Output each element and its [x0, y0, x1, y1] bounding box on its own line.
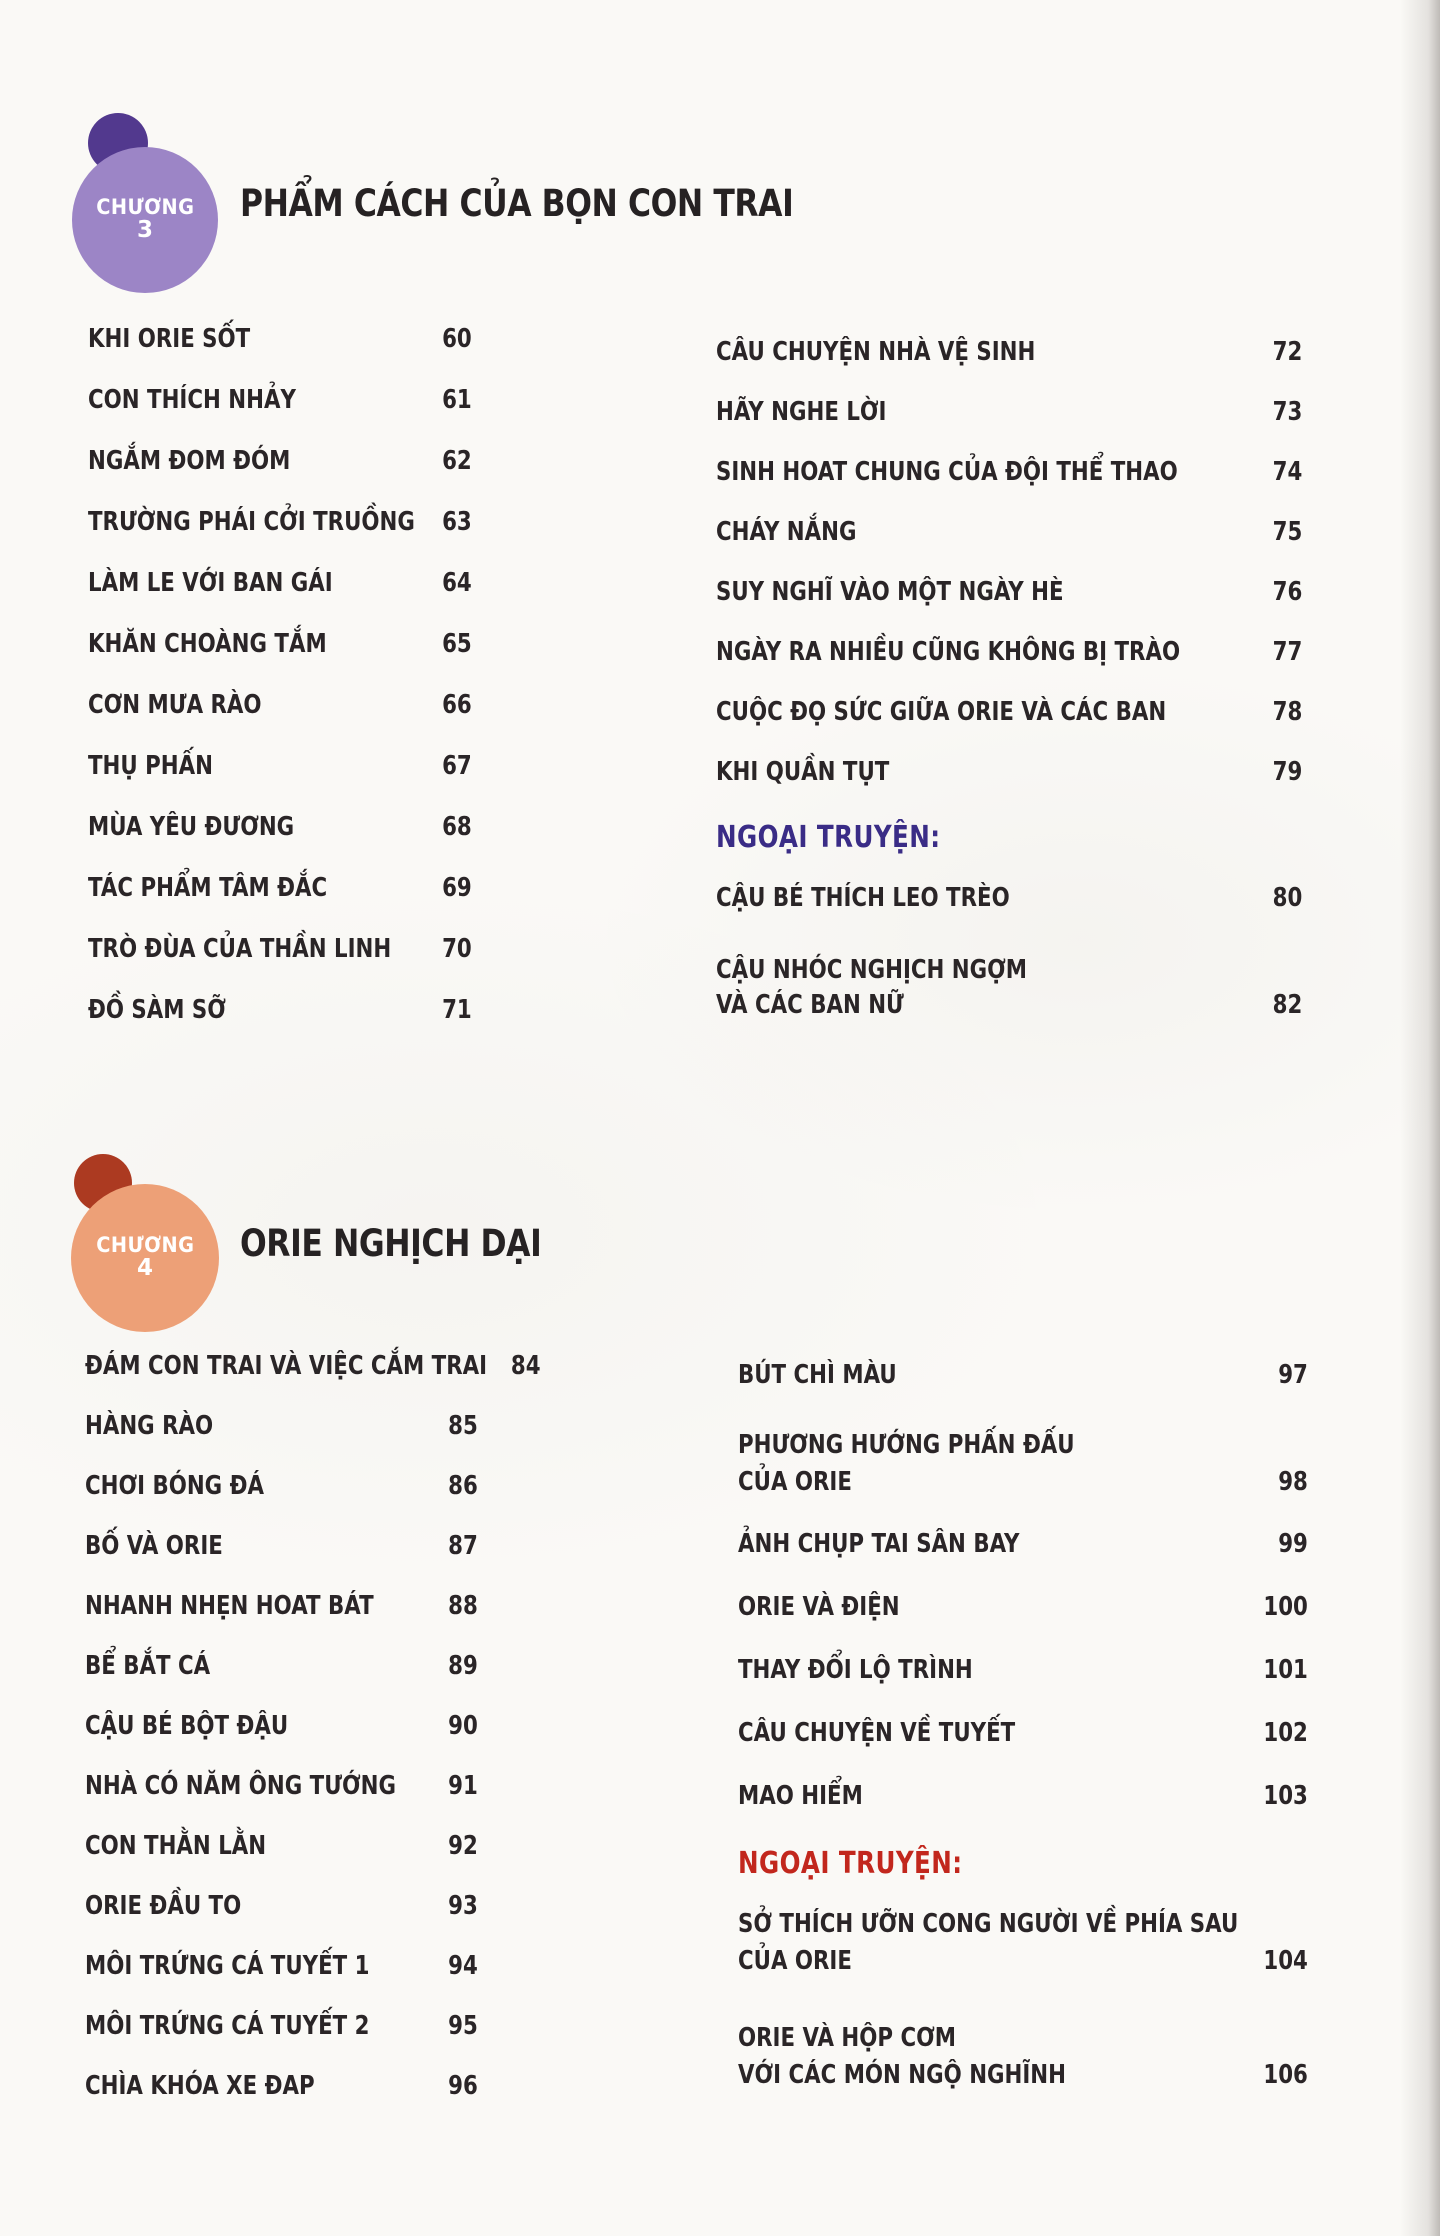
- entry-title-line1: SỞ THÍCH ƯỠN CONG NGƯỜI VỀ PHÍA SAU: [738, 1909, 1239, 1939]
- entry-title: TÁC PHẨM TÂM ĐẮC: [88, 873, 328, 903]
- toc-entry: [88, 920, 472, 981]
- toc-entry: [85, 1698, 478, 1758]
- page-number: 82: [1272, 990, 1303, 1020]
- entry-title: MÔI TRỨNG CÁ TUYẾT 1: [85, 1951, 370, 1981]
- page-number: 86: [448, 1471, 478, 1501]
- toc-entry: [85, 1998, 478, 2058]
- toc-entry: [716, 384, 1302, 444]
- page-edge-shadow: [1400, 0, 1440, 2236]
- page-number: 102: [1263, 1718, 1308, 1748]
- entry-title: CON THÍCH NHẢY: [88, 385, 296, 415]
- entry-title: NGẮM ĐOM ĐÓM: [88, 446, 291, 476]
- entry-title: NHANH NHẸN HOAT BÁT: [85, 1591, 374, 1621]
- page-number: 87: [448, 1531, 478, 1561]
- toc-entry: [738, 1515, 1308, 1578]
- toc-column-left: [88, 310, 472, 1042]
- page-number: 91: [448, 1771, 478, 1801]
- entry-title: CHÌA KHÓA XE ĐAP: [85, 2071, 315, 2101]
- entry-title: THỤ PHẤN: [88, 751, 213, 781]
- page-number: 98: [1278, 1467, 1308, 1497]
- toc-entry: [88, 432, 472, 493]
- toc-entry: [88, 493, 472, 554]
- page-number: 68: [442, 812, 472, 842]
- entry-title: KHI QUẦN TỤT: [716, 757, 890, 787]
- entry-title: CẬU BÉ BỘT ĐẬU: [85, 1711, 289, 1741]
- toc-entry: [85, 1938, 478, 1998]
- page-number: 72: [1272, 337, 1303, 367]
- page-number: 95: [448, 2011, 478, 2041]
- page-number: 74: [1272, 457, 1303, 487]
- toc-entry: [88, 981, 472, 1042]
- entry-title: HÃY NGHE LỜI: [716, 397, 887, 427]
- entry-title: CẬU BÉ THÍCH LEO TRÈO: [716, 883, 1010, 913]
- page-number: 66: [442, 690, 472, 720]
- page-number: 77: [1272, 637, 1303, 667]
- page-number: 94: [448, 1951, 478, 1981]
- chapter-title: ORIE NGHỊCH DẠI: [240, 1222, 542, 1265]
- toc-entry: [85, 1518, 478, 1578]
- toc-entry: [88, 676, 472, 737]
- entry-title-line2: VỚI CÁC MÓN NGỘ NGHĨNH: [738, 2060, 1066, 2090]
- entry-title: HÀNG RÀO: [85, 1411, 214, 1441]
- page-number: 70: [442, 934, 472, 964]
- entry-title: ĐỒ SÀM SỠ: [88, 995, 226, 1025]
- page-number: 78: [1272, 697, 1303, 727]
- entry-title-line2: VÀ CÁC BAN NỮ: [716, 990, 904, 1020]
- entry-title: NGÀY RA NHIỀU CŨNG KHÔNG BỊ TRÀO: [716, 637, 1181, 667]
- chapter-badge-label: CHƯƠNG: [95, 1233, 195, 1258]
- entry-title: CÂU CHUYỆN VỀ TUYẾT: [738, 1718, 1016, 1748]
- page-number: 67: [442, 751, 472, 781]
- toc-entry: [85, 1878, 478, 1938]
- page-number: 63: [442, 507, 472, 537]
- entry-title: ĐÁM CON TRAI VÀ VIỆC CẮM TRAI: [85, 1351, 488, 1381]
- side-story-heading: NGOẠI TRUYỆN:: [716, 820, 941, 855]
- toc-column-right: [716, 324, 1302, 1034]
- entry-title: CUỘC ĐỌ SỨC GIỮA ORIE VÀ CÁC BAN: [716, 697, 1167, 727]
- entry-title: MÙA YÊU ĐƯƠNG: [88, 812, 295, 842]
- entry-title: THAY ĐỔI LỘ TRÌNH: [738, 1655, 973, 1685]
- toc-column-left: [85, 1338, 541, 2118]
- chapter-badge: [72, 147, 218, 293]
- page-number: 62: [442, 446, 472, 476]
- entry-title-line1: CẬU NHÓC NGHỊCH NGỢM: [716, 955, 1027, 985]
- page-number: 84: [510, 1351, 541, 1381]
- toc-entry: [738, 2008, 1308, 2108]
- toc-entry: [88, 310, 472, 371]
- entry-title-line2-row: [738, 2062, 1308, 2108]
- entry-title: SUY NGHĨ VÀO MỘT NGÀY HÈ: [716, 577, 1064, 607]
- chapter-title: PHẨM CÁCH CỦA BỌN CON TRAI: [240, 182, 794, 225]
- toc-entry: [85, 1578, 478, 1638]
- entry-title: SINH HOAT CHUNG CỦA ĐỘI THỂ THAO: [716, 457, 1178, 487]
- toc-entry: [88, 859, 472, 920]
- entry-title: MÔI TRỨNG CÁ TUYẾT 2: [85, 2011, 370, 2041]
- toc-entry: [716, 744, 1302, 804]
- chapter-badge-number: 4: [136, 1255, 153, 1282]
- chapter-badge: [71, 1184, 219, 1332]
- page-number: 76: [1272, 577, 1303, 607]
- toc-entry: [716, 624, 1302, 684]
- toc-entry: [85, 1818, 478, 1878]
- page-number: 89: [448, 1651, 478, 1681]
- page-number: 75: [1272, 517, 1303, 547]
- toc-entry: [85, 1758, 478, 1818]
- page-number: 64: [442, 568, 472, 598]
- page-number: 90: [448, 1711, 478, 1741]
- entry-title: CÂU CHUYỆN NHÀ VỆ SINH: [716, 337, 1036, 367]
- chapter-badge-label: CHƯƠNG: [95, 195, 195, 220]
- toc-entry: [85, 1638, 478, 1698]
- entry-title: ORIE ĐẦU TO: [85, 1891, 242, 1921]
- entry-title-line2-row: [716, 992, 1302, 1034]
- page-number: 93: [448, 1891, 478, 1921]
- toc-entry: [738, 1578, 1308, 1641]
- page-number: 104: [1263, 1946, 1308, 1976]
- entry-title: TRƯỜNG PHÁI CỞI TRUỒNG: [88, 507, 415, 537]
- entry-title: KHI ORIE SỐT: [88, 324, 251, 354]
- page-number: 106: [1263, 2060, 1308, 2090]
- side-story-heading: NGOẠI TRUYỆN:: [738, 1846, 963, 1881]
- toc-entry: [716, 504, 1302, 564]
- toc-entry: [716, 870, 1302, 930]
- entry-title: BỐ VÀ ORIE: [85, 1531, 223, 1561]
- page-number: 80: [1272, 883, 1303, 913]
- toc-entry: [88, 615, 472, 676]
- entry-title: BÚT CHÌ MÀU: [738, 1360, 897, 1390]
- toc-entry: [88, 554, 472, 615]
- entry-title-line2-row: [738, 1469, 1308, 1515]
- entry-title: CƠN MƯA RÀO: [88, 690, 262, 720]
- page-number: 61: [442, 385, 472, 415]
- chapter-badge-number: 3: [136, 217, 153, 244]
- toc-entry: [85, 1398, 478, 1458]
- page-number: 99: [1278, 1529, 1308, 1559]
- entry-title: ẢNH CHỤP TAI SÂN BAY: [738, 1529, 1020, 1559]
- entry-title: NHÀ CÓ NĂM ÔNG TƯỚNG: [85, 1771, 396, 1801]
- page-number: 60: [442, 324, 472, 354]
- page-number: 96: [448, 2071, 478, 2101]
- entry-title-line2: CỦA ORIE: [738, 1946, 852, 1976]
- entry-title-line2-row: [738, 1948, 1308, 1994]
- page-number: 85: [448, 1411, 478, 1441]
- toc-entry: [716, 444, 1302, 504]
- entry-title: CHƠI BÓNG ĐÁ: [85, 1471, 264, 1501]
- toc-entry: [85, 2058, 478, 2118]
- toc-entry: [85, 1338, 541, 1398]
- entry-title: ORIE VÀ ĐIỆN: [738, 1592, 900, 1622]
- toc-entry: [716, 564, 1302, 624]
- toc-entry: [88, 737, 472, 798]
- entry-title: LÀM LE VỚI BAN GÁI: [88, 568, 333, 598]
- entry-title-line2: CỦA ORIE: [738, 1467, 852, 1497]
- toc-entry: [716, 940, 1302, 1034]
- toc-entry: [738, 1894, 1308, 1994]
- entry-title: CON THẰN LẰN: [85, 1831, 267, 1861]
- entry-title-line1: PHƯƠNG HƯỚNG PHẤN ĐẤU: [738, 1430, 1075, 1460]
- page-number: 100: [1263, 1592, 1308, 1622]
- page-number: 79: [1272, 757, 1303, 787]
- toc-entry: [738, 1415, 1308, 1515]
- toc-column-right: [738, 1346, 1308, 2108]
- entry-title: KHĂN CHOÀNG TẮM: [88, 629, 327, 659]
- toc-entry: [738, 1346, 1308, 1409]
- toc-entry: [88, 798, 472, 859]
- page-number: 73: [1272, 397, 1303, 427]
- page-number: 97: [1278, 1360, 1308, 1390]
- page-number: 101: [1263, 1655, 1308, 1685]
- entry-title-line1: ORIE VÀ HỘP CƠM: [738, 2023, 956, 2053]
- page-number: 92: [448, 1831, 478, 1861]
- toc-entry: [738, 1704, 1308, 1767]
- toc-entry: [716, 684, 1302, 744]
- entry-title: TRÒ ĐÙA CỦA THẦN LINH: [88, 934, 392, 964]
- page-number: 103: [1263, 1781, 1308, 1811]
- entry-title: CHÁY NẮNG: [716, 517, 857, 547]
- page-number: 69: [442, 873, 472, 903]
- page-number: 88: [448, 1591, 478, 1621]
- page-number: 71: [442, 995, 472, 1025]
- toc-entry: [716, 324, 1302, 384]
- toc-entry: [88, 371, 472, 432]
- toc-entry: [738, 1767, 1308, 1830]
- toc-entry: [738, 1641, 1308, 1704]
- toc-entry: [85, 1458, 478, 1518]
- entry-title: BỂ BẮT CÁ: [85, 1651, 211, 1681]
- page-number: 65: [442, 629, 472, 659]
- entry-title: MAO HIỂM: [738, 1781, 863, 1811]
